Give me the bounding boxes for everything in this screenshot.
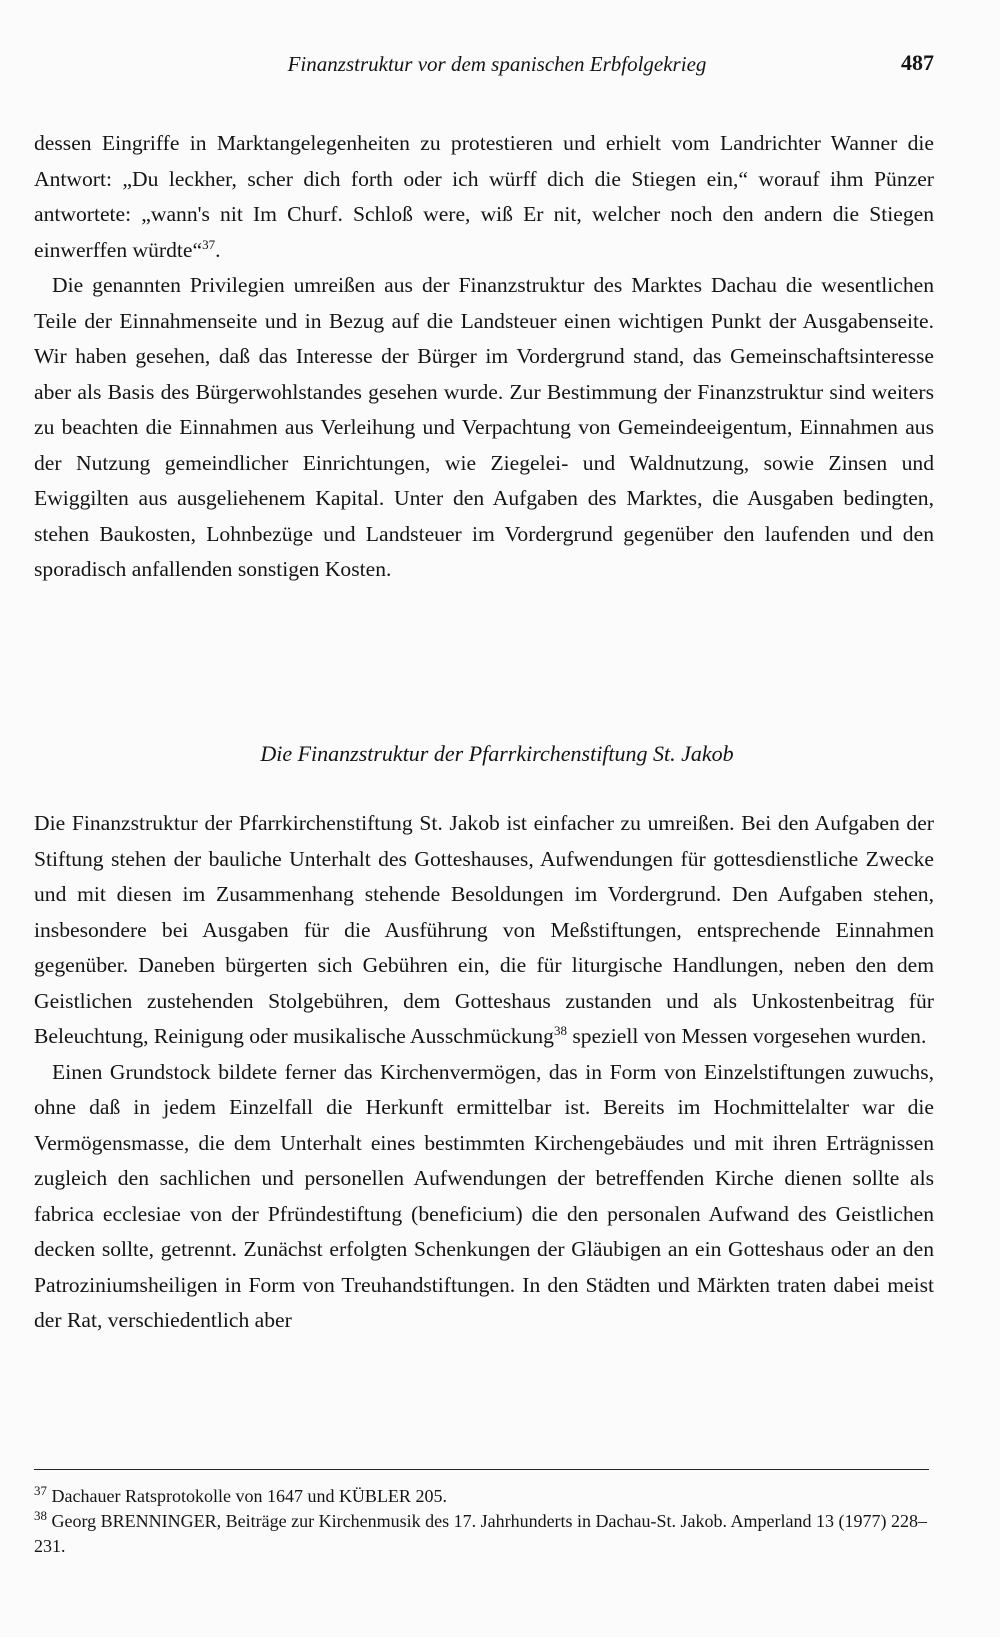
paragraph: Einen Grundstock bildete ferner das Kirchenvermögen, das in Form von Einzelstiftungen zuwuchs, ohne daß in jedem Einzelfall die Herkunft ermittelbar ist. Bereits im Hochmittelalter war die Vermögensmasse, die dem Unterhalt eines bestimmten Kirchengebäudes und mit ihren Erträgnissen zugleich den sachlichen und personellen Aufwendungen der betreffenden Kirche dienen sollte als fabrica ecclesiae von der Pfründestiftung (beneficium) die den personalen Aufwand des Geistlichen decken sollte, getrennt. Zunächst erfolgten Schenkungen der Gläubigen an ein Gotteshaus oder an den Patroziniumsheiligen in Form von Treuhandstiftungen. In den Städten und Märkten traten dabei meist der Rat, verschiedentlich aber — [34, 1059, 934, 1332]
body-text-section — [34, 806, 934, 1339]
footnote — [34, 1509, 934, 1559]
paragraph — [34, 806, 934, 1055]
section-heading: Die Finanzstruktur der Pfarrkirchenstiftung St. Jakob — [260, 741, 734, 766]
footnote-number: 38 — [34, 1508, 47, 1523]
paragraph-continuation — [34, 126, 934, 268]
footnote — [34, 1484, 934, 1509]
footnote-ref: 37 — [202, 236, 216, 252]
footnote-rule — [34, 1469, 929, 1470]
footnote-number: 37 — [34, 1483, 47, 1498]
page-number: 487 — [901, 50, 934, 75]
running-head — [60, 50, 934, 80]
paragraph: Die genannten Privilegien umreißen aus der Finanzstruktur des Marktes Dachau die wesentlichen Teile der Einnahmenseite und in Bezug auf die Landsteuer einen wichtigen Punkt der Ausgabenseite. Wir haben gesehen, daß das Interesse der Bürger im Vordergrund stand, das Gemeinschaftsinteresse aber als Basis des Bürgerwohlstandes gesehen wurde. Zur Bestimmung der Finanzstruktur sind weiters zu beachten die Einnahmen aus Verleihung und Verpachtung von Gemeindeeigentum, Einnahmen aus der Nutzung gemeindlicher Einrichtungen, wie Ziegelei- und Waldnutzung, sowie Zinsen und Ewiggilten aus ausgeliehenem Kapital. Unter den Aufgaben des Marktes, die Ausgaben bedingten, stehen Baukosten, Lohnbezüge und Landsteuer im Vordergrund gegenüber den laufenden und den sporadisch anfallenden sonstigen Kosten. — [34, 273, 934, 581]
footnote-ref: 38 — [553, 1022, 567, 1038]
footnotes — [34, 1484, 934, 1559]
paragraph-text: dessen Eingriffe in Marktangelegenheiten zu protestieren und erhielt vom Landrichter Wanner die Antwort: „Du leckher, scher dich forth oder ich würff dich die Stiegen ein,“ worauf ihm Pünzer antwortete: „wann's nit Im Churf. Schloß were, wiß Er nit, welcher noch den andern die Stiegen einwerffen würdte“ — [34, 131, 934, 262]
paragraph-text: speziell von Messen vorgesehen wurden. — [566, 1024, 927, 1048]
running-title: Finanzstruktur vor dem spanischen Erbfolgekrieg — [287, 52, 707, 76]
body-text-top — [34, 126, 934, 588]
footnote-text: Georg BRENNINGER, Beiträge zur Kirchenmusik des 17. Jahrhunderts in Dachau-St. Jakob. Amperland 13 (1977) 228–231. — [34, 1511, 927, 1556]
paragraph-text: Die Finanzstruktur der Pfarrkirchenstiftung St. Jakob ist einfacher zu umreißen. Bei den Aufgaben der Stiftung stehen der bauliche Unterhalt des Gotteshauses, Aufwendungen für gottesdienstliche Zwecke und mit diesen im Zusammenhang stehende Besoldungen im Vordergrund. Den Aufgaben stehen, insbesondere bei Ausgaben für die Ausführung von Meßstiftungen, entsprechende Einnahmen gegenüber. Daneben bürgerten sich Gebühren ein, die für liturgische Handlungen, neben den dem Geistlichen zustehenden Stolgebühren, dem Gotteshaus zustanden und als Unkostenbeitrag für Beleuchtung, Reinigung oder musikalische Ausschmückung — [34, 811, 934, 1048]
paragraph-end: . — [215, 237, 221, 262]
footnote-text: Dachauer Ratsprotokolle von 1647 und KÜBLER 205. — [47, 1486, 447, 1506]
